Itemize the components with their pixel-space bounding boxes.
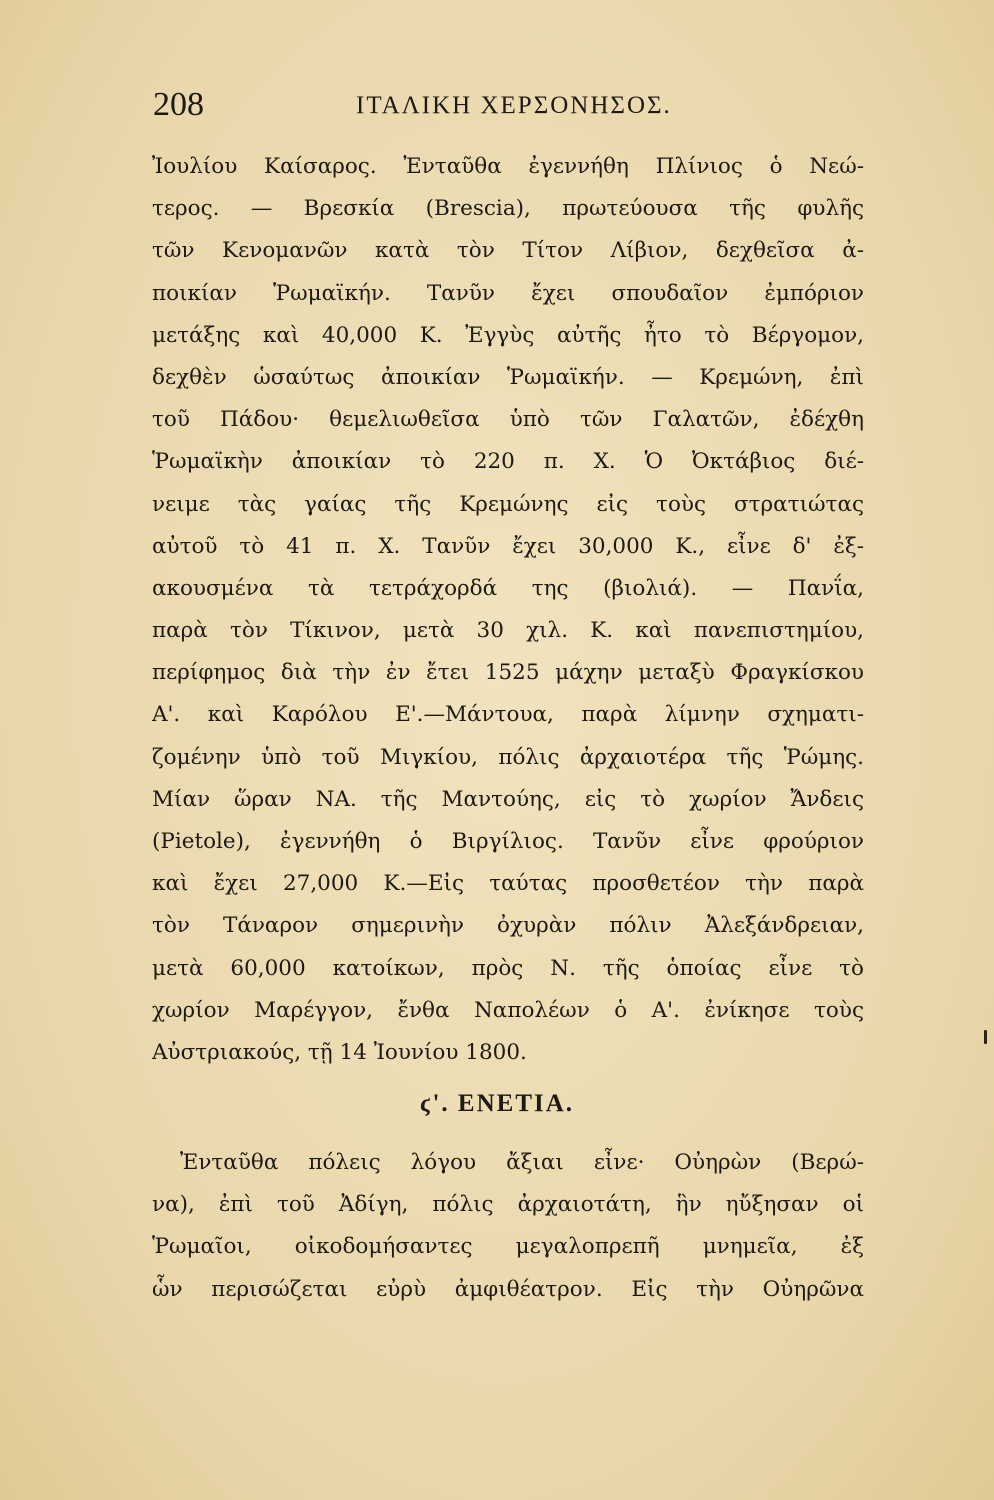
text-line: τῶν Κενομανῶν κατὰ τὸν Τίτον Λίβιον, δεχθεῖσα ἀ- bbox=[152, 238, 864, 264]
main-text bbox=[152, 146, 864, 1074]
text-line: καὶ ἔχει 27,000 Κ.—Εἰς ταύτας προσθετέον τὴν παρὰ bbox=[152, 871, 864, 897]
text-line: να), ἐπὶ τοῦ Ἀδίγη, πόλις ἀρχαιοτάτη, ἣν ηὔξησαν οἱ bbox=[152, 1192, 864, 1218]
text-line: τὸν Τάναρον σημερινὴν ὀχυρὰν πόλιν Ἀλεξάνδρειαν, bbox=[152, 913, 864, 939]
section-text bbox=[152, 1142, 864, 1311]
text-line: δεχθὲν ὡσαύτως ἀποικίαν Ῥωμαϊκήν. — Κρεμώνη, ἐπὶ bbox=[152, 364, 864, 390]
text-line: Ῥωμαϊκὴν ἀποικίαν τὸ 220 π. Χ. Ὁ Ὀκτάβιος διέ- bbox=[152, 449, 864, 475]
text-line: νειμε τὰς γαίας τῆς Κρεμώνης εἰς τοὺς στρατιώτας bbox=[152, 491, 864, 517]
section-heading: ϛ'. ΕΝΕΤΙΑ. bbox=[419, 1090, 575, 1117]
text-line: ποικίαν Ῥωμαϊκήν. Τανῦν ἔχει σπουδαῖον ἐμπόριον bbox=[152, 280, 864, 306]
margin-mark bbox=[984, 1030, 987, 1044]
text-line: Ῥωμαῖοι, οἰκοδομήσαντες μεγαλοπρεπῆ μνημεῖα, ἐξ bbox=[152, 1234, 864, 1260]
text-line: ὧν περισώζεται εὐρὺ ἀμφιθέατρον. Εἰς τὴν Οὐηρῶνα bbox=[152, 1276, 864, 1302]
text-line: Ἐνταῦθα πόλεις λόγου ἄξιαι εἶνε· Οὐηρὼν (Βερώ- bbox=[180, 1150, 864, 1175]
text-line: χωρίον Μαρέγγον, ἔνθα Ναπολέων ὁ Α'. ἐνίκησε τοὺς bbox=[152, 997, 864, 1023]
text-line: παρὰ τὸν Τίκινον, μετὰ 30 χιλ. Κ. καὶ πανεπιστημίου, bbox=[152, 618, 864, 644]
text-line: τερος. — Βρεσκία (Brescia), πρωτεύουσα τῆς φυλῆς bbox=[152, 196, 864, 222]
text-line: Μίαν ὥραν ΝΑ. τῆς Μαντούης, εἰς τὸ χωρίον Ἄνδεις bbox=[152, 786, 864, 812]
text-line: μετάξης καὶ 40,000 Κ. Ἐγγὺς αὐτῆς ἦτο τὸ Βέργομον, bbox=[152, 322, 864, 348]
text-line: ακουσμένα τὰ τετράχορδά της (βιολιά). — Πανΐα, bbox=[152, 575, 864, 601]
text-line: (Pietole), ἐγεννήθη ὁ Βιργίλιος. Τανῦν εἶνε φρούριον bbox=[152, 829, 864, 854]
text-line: τοῦ Πάδου· θεμελιωθεῖσα ὑπὸ τῶν Γαλατῶν, ἐδέχθη bbox=[152, 407, 864, 433]
text-line: Α'. καὶ Καρόλου Ε'.—Μάντουα, παρὰ λίμνην σχηματι- bbox=[152, 702, 864, 728]
page-number: 208 bbox=[153, 86, 204, 123]
text-line: μετὰ 60,000 κατοίκων, πρὸς Ν. τῆς ὁποίας εἶνε τὸ bbox=[152, 955, 864, 981]
running-title: ΙΤΑΛΙΚΗ ΧΕΡΣΟΝΗΣΟΣ. bbox=[356, 92, 672, 119]
text-line: περίφημος διὰ τὴν ἐν ἔτει 1525 μάχην μεταξὺ Φραγκίσκου bbox=[152, 660, 864, 686]
text-line: αὐτοῦ τὸ 41 π. Χ. Τανῦν ἔχει 30,000 Κ., εἶνε δ' ἐξ- bbox=[152, 533, 864, 559]
text-line: Αὐστριακούς, τῇ 14 Ἰουνίου 1800. bbox=[152, 1039, 527, 1065]
text-line: Ἰουλίου Καίσαρος. Ἐνταῦθα ἐγεννήθη Πλίνιος ὁ Νεώ- bbox=[152, 154, 864, 179]
text-line: ζομένην ὑπὸ τοῦ Μιγκίου, πόλις ἀρχαιοτέρα τῆς Ῥώμης. bbox=[152, 744, 864, 770]
